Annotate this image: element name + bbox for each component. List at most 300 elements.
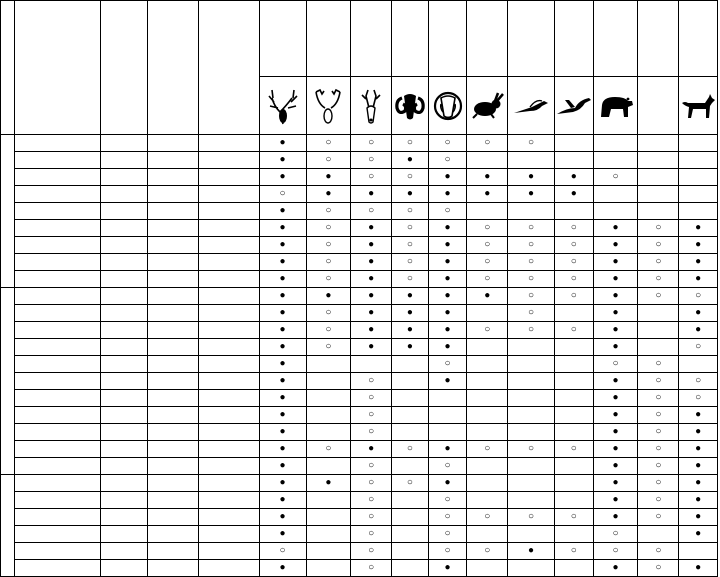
- species-header: [593, 1, 638, 77]
- species-presence-cell: [508, 560, 555, 577]
- species-presence-cell: ○: [593, 526, 638, 543]
- hours-cell: [100, 322, 147, 339]
- species-presence-cell: [593, 203, 638, 220]
- species-presence-cell: ○: [351, 543, 392, 560]
- table-row: [1, 254, 718, 271]
- town-header: [15, 1, 101, 135]
- species-presence-cell: ○: [508, 305, 555, 322]
- altitude-cell: [198, 475, 259, 492]
- species-presence-cell: ●: [351, 220, 392, 237]
- species-presence-cell: ○: [508, 237, 555, 254]
- vegetation-cell: [147, 305, 198, 322]
- species-presence-cell: ●: [259, 441, 306, 458]
- species-presence-cell: ○: [638, 560, 679, 577]
- hours-cell: [100, 186, 147, 203]
- species-presence-cell: ○: [638, 424, 679, 441]
- species-presence-cell: [467, 475, 508, 492]
- vegetation-cell: [147, 475, 198, 492]
- species-presence-cell: ●: [679, 271, 718, 288]
- species-presence-cell: ○: [351, 526, 392, 543]
- species-presence-cell: ●: [593, 509, 638, 526]
- species-presence-cell: ○: [508, 441, 555, 458]
- altitude-cell: [198, 458, 259, 475]
- species-presence-cell: ○: [554, 543, 593, 560]
- red-deer-icon: [259, 77, 306, 135]
- vegetation-cell: [147, 424, 198, 441]
- species-presence-cell: ●: [593, 441, 638, 458]
- species-presence-cell: ●: [351, 322, 392, 339]
- species-presence-cell: ○: [638, 237, 679, 254]
- species-presence-cell: ○: [467, 254, 508, 271]
- species-presence-cell: ●: [554, 186, 593, 203]
- species-presence-cell: ●: [351, 305, 392, 322]
- hours-cell: [100, 509, 147, 526]
- species-presence-cell: ●: [428, 220, 467, 237]
- hours-cell: [100, 475, 147, 492]
- table-row: [1, 441, 718, 458]
- vegetation-cell: [147, 373, 198, 390]
- region-label: [1, 288, 15, 475]
- altitude-cell: [198, 220, 259, 237]
- wolf-icon: [679, 77, 718, 135]
- species-presence-cell: ○: [593, 169, 638, 186]
- species-presence-cell: [679, 135, 718, 152]
- species-presence-cell: ○: [638, 220, 679, 237]
- species-presence-cell: ○: [638, 271, 679, 288]
- species-presence-cell: ○: [351, 203, 392, 220]
- altitude-cell: [198, 526, 259, 543]
- species-presence-cell: [593, 152, 638, 169]
- table-row: [1, 220, 718, 237]
- species-presence-cell: ●: [593, 237, 638, 254]
- species-presence-cell: [508, 458, 555, 475]
- town-cell: [15, 356, 101, 373]
- species-presence-cell: ●: [593, 254, 638, 271]
- species-presence-cell: ○: [467, 220, 508, 237]
- species-presence-cell: [306, 560, 351, 577]
- species-presence-cell: ○: [638, 475, 679, 492]
- species-presence-cell: [554, 152, 593, 169]
- species-presence-cell: ○: [467, 543, 508, 560]
- species-presence-cell: [306, 407, 351, 424]
- vegetation-cell: [147, 186, 198, 203]
- table-row: [1, 492, 718, 509]
- species-presence-cell: ●: [392, 305, 429, 322]
- species-presence-cell: ○: [554, 254, 593, 271]
- species-presence-cell: ●: [593, 458, 638, 475]
- species-presence-cell: [306, 509, 351, 526]
- species-presence-cell: ○: [392, 203, 429, 220]
- species-presence-cell: [638, 305, 679, 322]
- species-presence-cell: ○: [351, 492, 392, 509]
- species-presence-cell: [467, 492, 508, 509]
- altitude-cell: [198, 560, 259, 577]
- hours-cell: [100, 373, 147, 390]
- species-presence-cell: ○: [392, 237, 429, 254]
- species-presence-cell: ●: [428, 271, 467, 288]
- hare-icon: [467, 77, 508, 135]
- species-presence-cell: ●: [593, 390, 638, 407]
- altitude-cell: [198, 339, 259, 356]
- species-presence-cell: [554, 560, 593, 577]
- species-presence-cell: [508, 390, 555, 407]
- species-presence-cell: ○: [638, 254, 679, 271]
- species-presence-cell: ○: [306, 152, 351, 169]
- species-presence-cell: ○: [467, 135, 508, 152]
- species-presence-cell: ●: [428, 254, 467, 271]
- species-presence-cell: ●: [593, 220, 638, 237]
- town-cell: [15, 424, 101, 441]
- town-cell: [15, 492, 101, 509]
- species-presence-cell: ○: [351, 152, 392, 169]
- altitude-cell: [198, 492, 259, 509]
- species-presence-cell: [638, 186, 679, 203]
- species-presence-cell: ○: [467, 237, 508, 254]
- species-presence-cell: ●: [392, 288, 429, 305]
- species-presence-cell: ○: [679, 373, 718, 390]
- species-presence-cell: [638, 322, 679, 339]
- table-row: [1, 543, 718, 560]
- header-row: [1, 1, 718, 77]
- species-presence-cell: [428, 407, 467, 424]
- species-header: [638, 1, 679, 77]
- species-presence-cell: ●: [593, 475, 638, 492]
- species-header: [679, 1, 718, 77]
- town-cell: [15, 186, 101, 203]
- species-presence-cell: [508, 356, 555, 373]
- species-presence-cell: ○: [392, 220, 429, 237]
- species-presence-cell: ○: [428, 543, 467, 560]
- pheasant-icon: [508, 77, 555, 135]
- species-header: [554, 1, 593, 77]
- species-presence-cell: ○: [306, 254, 351, 271]
- species-presence-cell: [428, 424, 467, 441]
- species-presence-cell: ●: [351, 441, 392, 458]
- altitude-cell: [198, 135, 259, 152]
- table-row: [1, 526, 718, 543]
- species-presence-cell: [467, 339, 508, 356]
- altitude-cell: [198, 203, 259, 220]
- hours-cell: [100, 135, 147, 152]
- vegetation-header: [147, 1, 198, 135]
- species-header: [259, 1, 306, 77]
- species-presence-cell: ○: [679, 339, 718, 356]
- hours-cell: [100, 458, 147, 475]
- hours-cell: [100, 203, 147, 220]
- species-presence-cell: ●: [259, 288, 306, 305]
- hours-cell: [100, 169, 147, 186]
- species-presence-cell: ●: [428, 322, 467, 339]
- town-cell: [15, 441, 101, 458]
- species-presence-cell: ●: [593, 560, 638, 577]
- species-presence-cell: [508, 475, 555, 492]
- species-presence-cell: ○: [351, 390, 392, 407]
- species-presence-cell: ○: [638, 441, 679, 458]
- species-presence-cell: ○: [351, 407, 392, 424]
- vegetation-cell: [147, 322, 198, 339]
- altitude-cell: [198, 152, 259, 169]
- species-presence-cell: [392, 526, 429, 543]
- species-presence-cell: [392, 543, 429, 560]
- species-presence-cell: ●: [428, 475, 467, 492]
- vegetation-cell: [147, 169, 198, 186]
- species-header: [467, 1, 508, 77]
- species-presence-cell: [467, 424, 508, 441]
- town-cell: [15, 475, 101, 492]
- species-presence-cell: ●: [306, 288, 351, 305]
- species-presence-cell: [306, 356, 351, 373]
- species-presence-cell: [508, 339, 555, 356]
- hours-cell: [100, 288, 147, 305]
- species-presence-cell: ○: [428, 458, 467, 475]
- hours-cell: [100, 492, 147, 509]
- vegetation-cell: [147, 526, 198, 543]
- species-presence-cell: [467, 560, 508, 577]
- altitude-cell: [198, 356, 259, 373]
- roe-deer-icon: [351, 77, 392, 135]
- species-presence-cell: [638, 152, 679, 169]
- species-presence-cell: ●: [259, 271, 306, 288]
- species-presence-cell: ○: [508, 271, 555, 288]
- species-presence-cell: [392, 509, 429, 526]
- species-header: [428, 1, 467, 77]
- species-presence-cell: ●: [306, 186, 351, 203]
- hours-cell: [100, 339, 147, 356]
- altitude-cell: [198, 509, 259, 526]
- species-presence-cell: ●: [392, 152, 429, 169]
- species-presence-cell: [467, 152, 508, 169]
- table-row: [1, 322, 718, 339]
- species-presence-cell: ●: [428, 288, 467, 305]
- vegetation-cell: [147, 458, 198, 475]
- species-presence-cell: ○: [508, 254, 555, 271]
- species-presence-cell: [679, 186, 718, 203]
- altitude-cell: [198, 322, 259, 339]
- species-presence-cell: ●: [679, 509, 718, 526]
- species-presence-cell: ○: [638, 390, 679, 407]
- species-presence-cell: [593, 135, 638, 152]
- species-presence-cell: [679, 169, 718, 186]
- species-presence-cell: ○: [351, 424, 392, 441]
- species-presence-cell: ○: [593, 356, 638, 373]
- species-presence-cell: ●: [554, 169, 593, 186]
- species-presence-cell: ●: [508, 543, 555, 560]
- vegetation-cell: [147, 543, 198, 560]
- altitude-cell: [198, 237, 259, 254]
- vegetation-cell: [147, 254, 198, 271]
- vegetation-cell: [147, 560, 198, 577]
- species-header: [306, 1, 351, 77]
- vegetation-cell: [147, 509, 198, 526]
- species-presence-cell: ○: [554, 322, 593, 339]
- species-presence-cell: [508, 203, 555, 220]
- species-presence-cell: ●: [593, 407, 638, 424]
- town-cell: [15, 390, 101, 407]
- hours-header: [100, 1, 147, 135]
- altitude-cell: [198, 169, 259, 186]
- species-presence-cell: [306, 390, 351, 407]
- species-presence-cell: ○: [508, 322, 555, 339]
- hours-cell: [100, 407, 147, 424]
- species-presence-cell: [467, 526, 508, 543]
- species-presence-cell: ○: [428, 203, 467, 220]
- altitude-cell: [198, 441, 259, 458]
- species-presence-cell: ○: [428, 509, 467, 526]
- table-row: [1, 186, 718, 203]
- species-presence-cell: [392, 373, 429, 390]
- species-presence-cell: [392, 458, 429, 475]
- species-presence-cell: ●: [259, 203, 306, 220]
- species-presence-cell: ●: [593, 373, 638, 390]
- species-presence-cell: ●: [259, 220, 306, 237]
- table-row: [1, 339, 718, 356]
- species-presence-cell: [306, 424, 351, 441]
- species-presence-cell: ●: [679, 220, 718, 237]
- species-presence-cell: ○: [428, 356, 467, 373]
- species-presence-cell: [554, 492, 593, 509]
- species-presence-cell: ○: [351, 135, 392, 152]
- species-presence-cell: ●: [593, 271, 638, 288]
- species-presence-cell: ●: [351, 339, 392, 356]
- species-presence-cell: ○: [638, 458, 679, 475]
- altitude-cell: [198, 305, 259, 322]
- species-presence-cell: ○: [428, 526, 467, 543]
- species-presence-cell: ●: [428, 305, 467, 322]
- vegetation-cell: [147, 135, 198, 152]
- town-cell: [15, 339, 101, 356]
- species-presence-cell: ○: [638, 407, 679, 424]
- town-cell: [15, 237, 101, 254]
- species-presence-cell: [467, 458, 508, 475]
- species-presence-cell: ●: [428, 373, 467, 390]
- species-presence-cell: ●: [508, 186, 555, 203]
- hours-cell: [100, 543, 147, 560]
- mallard-icon: [554, 77, 593, 135]
- species-presence-cell: [554, 373, 593, 390]
- species-presence-cell: [428, 390, 467, 407]
- species-presence-cell: [554, 526, 593, 543]
- species-presence-cell: ●: [593, 305, 638, 322]
- species-presence-cell: ●: [351, 254, 392, 271]
- species-presence-cell: ○: [259, 543, 306, 560]
- species-presence-cell: ●: [428, 441, 467, 458]
- species-presence-cell: ●: [259, 424, 306, 441]
- species-presence-cell: [306, 526, 351, 543]
- town-cell: [15, 254, 101, 271]
- species-presence-cell: ●: [593, 288, 638, 305]
- town-cell: [15, 322, 101, 339]
- species-presence-cell: [638, 135, 679, 152]
- town-cell: [15, 152, 101, 169]
- hours-cell: [100, 220, 147, 237]
- species-presence-cell: ○: [467, 441, 508, 458]
- species-presence-cell: [593, 186, 638, 203]
- hours-cell: [100, 254, 147, 271]
- species-presence-cell: ○: [392, 441, 429, 458]
- altitude-cell: [198, 424, 259, 441]
- species-presence-cell: ○: [508, 135, 555, 152]
- species-presence-cell: ●: [593, 492, 638, 509]
- town-cell: [15, 373, 101, 390]
- species-presence-cell: [554, 458, 593, 475]
- table-row: [1, 305, 718, 322]
- species-presence-cell: [392, 390, 429, 407]
- species-presence-cell: [679, 152, 718, 169]
- hours-cell: [100, 271, 147, 288]
- species-presence-cell: ○: [306, 135, 351, 152]
- species-presence-cell: ●: [351, 288, 392, 305]
- species-presence-cell: [554, 390, 593, 407]
- species-presence-cell: ●: [679, 526, 718, 543]
- vegetation-cell: [147, 407, 198, 424]
- table-row: [1, 373, 718, 390]
- species-presence-cell: ○: [554, 237, 593, 254]
- species-presence-cell: [467, 356, 508, 373]
- mouflon-icon: [392, 77, 429, 135]
- table-row: [1, 475, 718, 492]
- species-presence-cell: ○: [306, 305, 351, 322]
- species-presence-cell: ○: [392, 475, 429, 492]
- species-presence-cell: ●: [259, 492, 306, 509]
- hours-cell: [100, 390, 147, 407]
- species-presence-cell: ●: [351, 237, 392, 254]
- hours-cell: [100, 237, 147, 254]
- town-cell: [15, 407, 101, 424]
- species-presence-cell: [554, 424, 593, 441]
- species-presence-cell: [508, 526, 555, 543]
- table-row: [1, 288, 718, 305]
- species-presence-cell: ○: [508, 509, 555, 526]
- species-header: [351, 1, 392, 77]
- species-presence-cell: ●: [259, 475, 306, 492]
- table-row: [1, 424, 718, 441]
- species-presence-cell: [467, 203, 508, 220]
- species-presence-cell: [508, 492, 555, 509]
- species-presence-cell: ○: [428, 492, 467, 509]
- species-presence-cell: ○: [351, 560, 392, 577]
- table-row: [1, 237, 718, 254]
- species-presence-cell: [306, 458, 351, 475]
- species-presence-cell: ○: [351, 458, 392, 475]
- species-presence-cell: ●: [351, 186, 392, 203]
- species-presence-cell: ●: [467, 186, 508, 203]
- table-row: [1, 152, 718, 169]
- table-row: [1, 203, 718, 220]
- species-presence-cell: ○: [679, 288, 718, 305]
- species-presence-cell: ●: [259, 237, 306, 254]
- species-presence-cell: ○: [554, 271, 593, 288]
- species-presence-cell: ○: [306, 237, 351, 254]
- species-presence-cell: ○: [554, 288, 593, 305]
- species-presence-cell: ●: [679, 237, 718, 254]
- species-presence-cell: [554, 339, 593, 356]
- species-presence-cell: ○: [508, 288, 555, 305]
- species-presence-cell: ○: [467, 509, 508, 526]
- town-cell: [15, 220, 101, 237]
- species-presence-cell: [554, 407, 593, 424]
- species-presence-cell: [351, 356, 392, 373]
- species-presence-cell: ●: [508, 169, 555, 186]
- town-cell: [15, 305, 101, 322]
- species-presence-cell: ●: [259, 339, 306, 356]
- species-presence-cell: ○: [638, 492, 679, 509]
- species-presence-cell: ●: [679, 305, 718, 322]
- species-presence-cell: [306, 373, 351, 390]
- species-presence-cell: [508, 373, 555, 390]
- species-presence-cell: ●: [306, 475, 351, 492]
- vegetation-cell: [147, 390, 198, 407]
- hours-cell: [100, 526, 147, 543]
